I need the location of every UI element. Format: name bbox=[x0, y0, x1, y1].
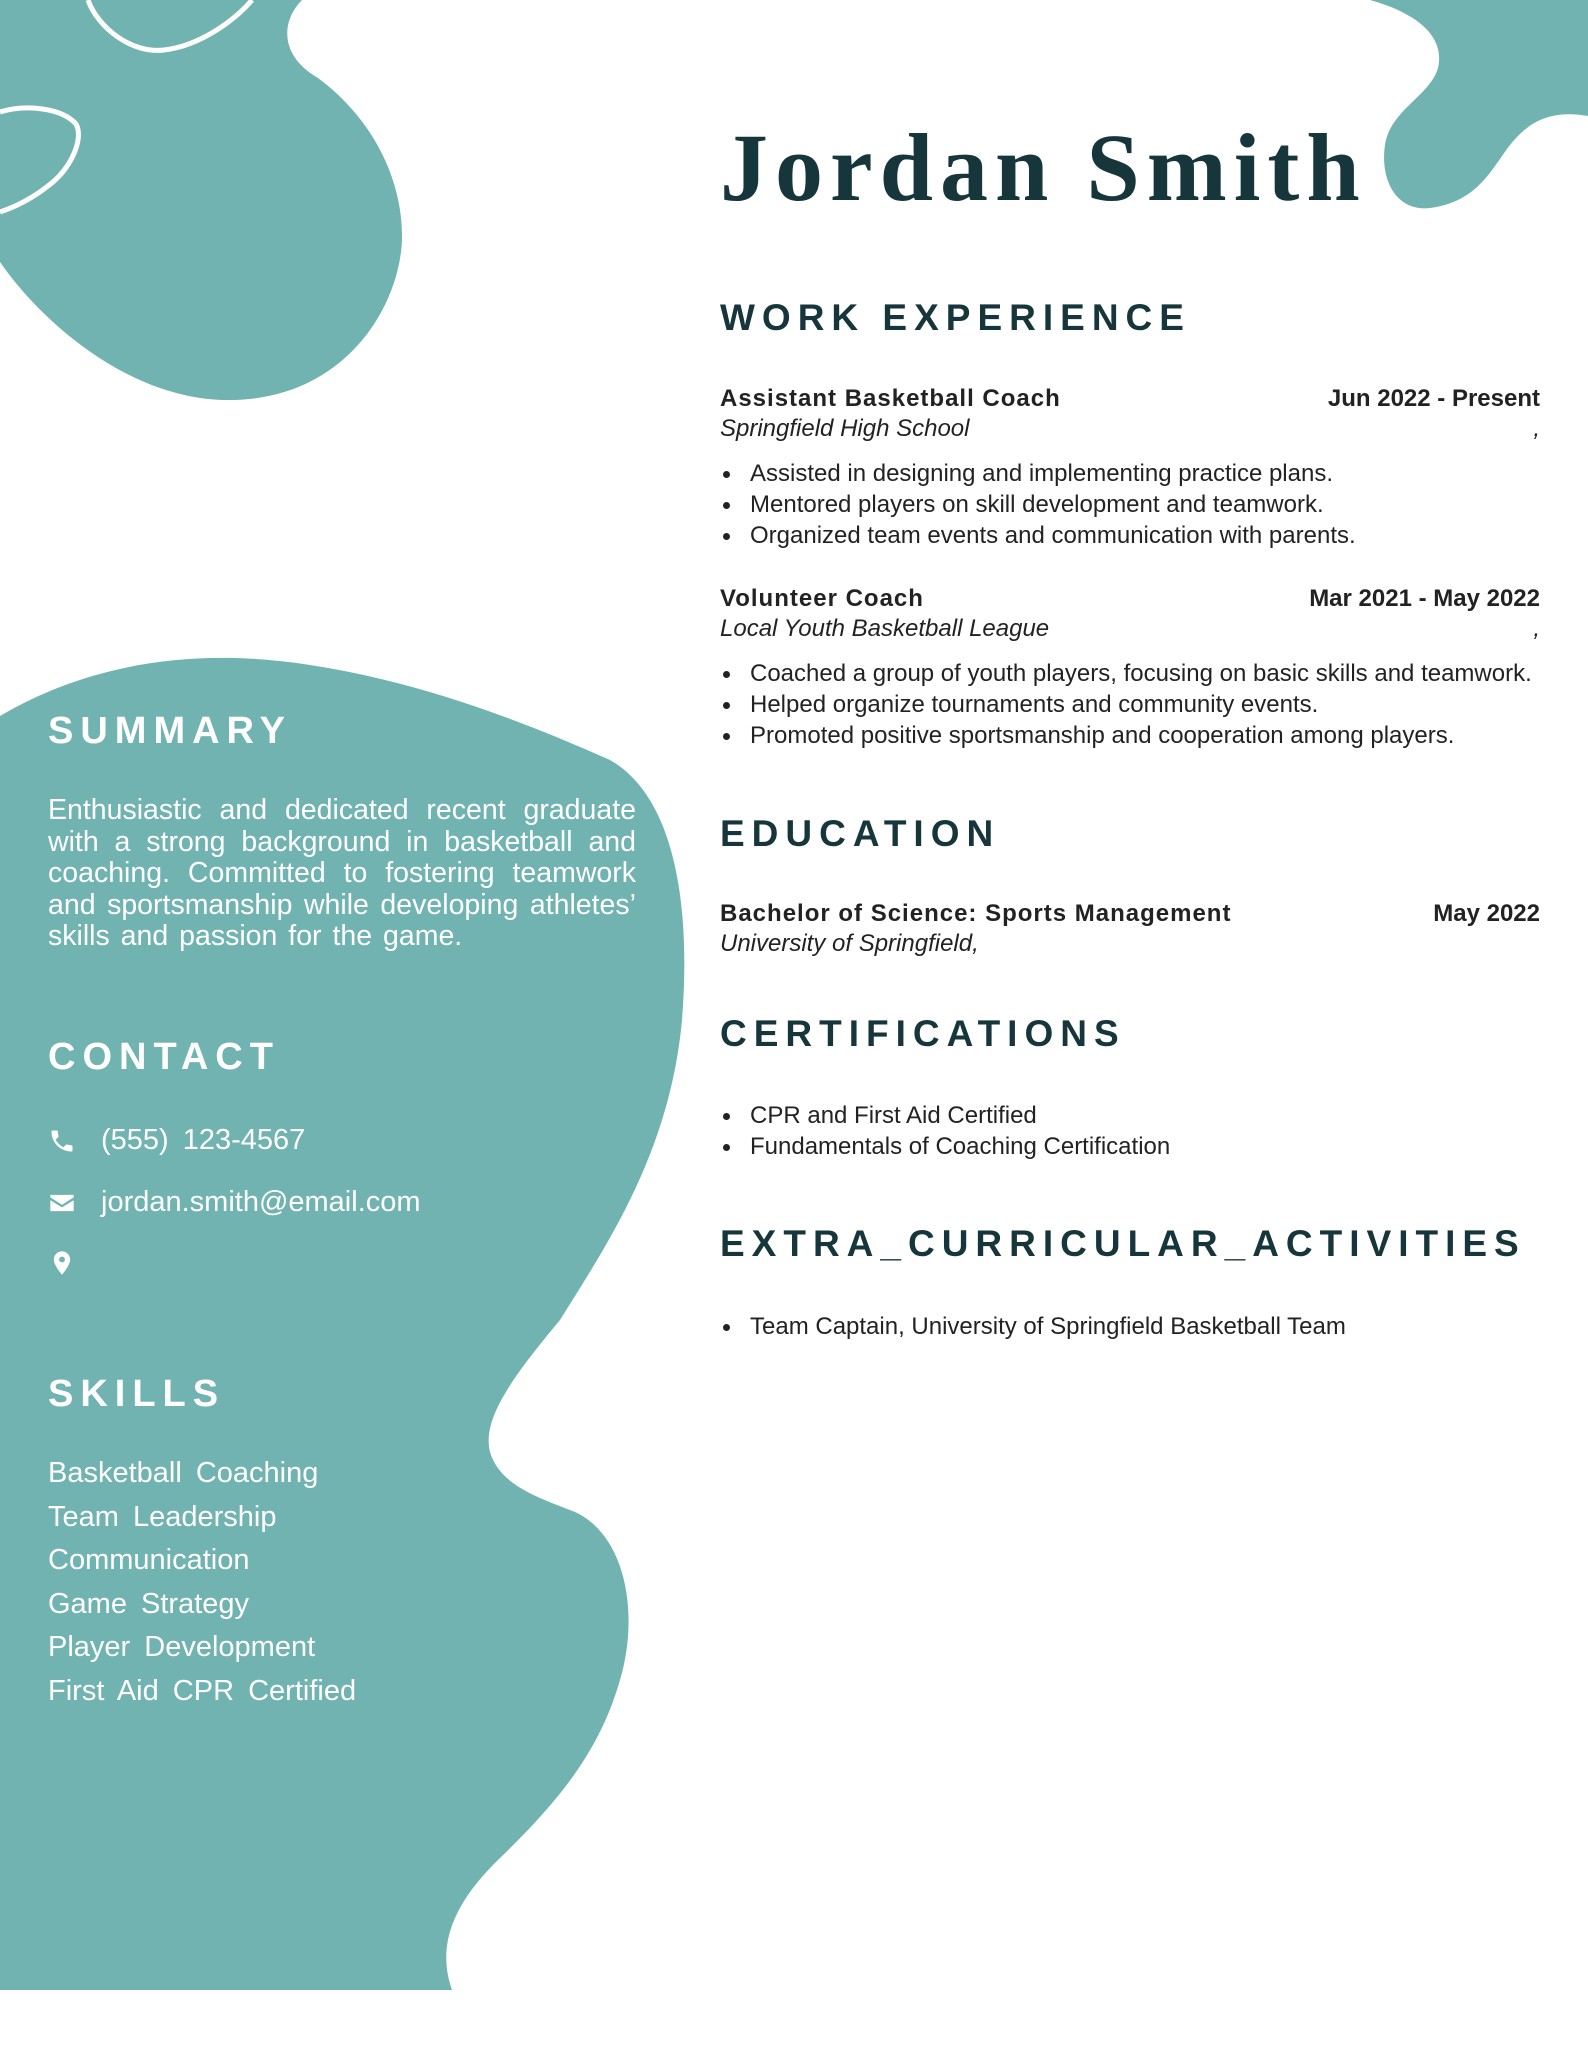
job-title: Volunteer Coach bbox=[720, 585, 924, 612]
top-left-blob bbox=[0, 0, 402, 400]
job-dates: Mar 2021 - May 2022 bbox=[1309, 585, 1540, 612]
job-bullet: Promoted positive sportsmanship and cooperation among players. bbox=[720, 720, 1560, 751]
summary-text: Enthusiastic and dedicated recent graduate with a strong background in basketball and coaching. Committed to fostering teamwork and sportsmanship while developing athletes’ skills and passion for the game. bbox=[48, 794, 636, 952]
skill-item: Communication bbox=[48, 1544, 250, 1576]
skills-list bbox=[48, 1452, 356, 1713]
extra-curricular-list bbox=[720, 1311, 1560, 1342]
certification-item: CPR and First Aid Certified bbox=[720, 1100, 1560, 1131]
summary-heading: SUMMARY bbox=[48, 710, 292, 752]
degree-title: Bachelor of Science: Sports Management bbox=[720, 900, 1232, 927]
envelope-icon bbox=[48, 1189, 76, 1217]
job-bullets bbox=[720, 458, 1560, 551]
skills-heading: SKILLS bbox=[48, 1373, 226, 1415]
job-bullet: Assisted in designing and implementing practice plans. bbox=[720, 458, 1560, 489]
phone-link[interactable]: (555) 123-4567 bbox=[101, 1124, 306, 1156]
job-title: Assistant Basketball Coach bbox=[720, 385, 1061, 412]
contact-email bbox=[48, 1186, 421, 1219]
skill-item: First Aid CPR Certified bbox=[48, 1674, 357, 1707]
candidate-name: Jordan Smith bbox=[720, 114, 1367, 221]
contact-heading: CONTACT bbox=[48, 1036, 280, 1078]
work-entry-header bbox=[720, 384, 1540, 444]
map-marker-icon bbox=[48, 1249, 76, 1277]
skill-item: Player Development bbox=[48, 1631, 316, 1663]
education-heading: EDUCATION bbox=[720, 813, 1001, 854]
contact-location bbox=[48, 1249, 101, 1277]
job-organization: Springfield High School bbox=[720, 415, 970, 442]
school-name: University of Springfield, bbox=[720, 930, 979, 957]
work-experience-heading: WORK EXPERIENCE bbox=[720, 297, 1191, 338]
job-location: , bbox=[1533, 415, 1540, 442]
education-entry bbox=[720, 899, 1540, 959]
job-bullet: Coached a group of youth players, focusing on basic skills and teamwork. bbox=[720, 658, 1560, 689]
job-location: , bbox=[1533, 615, 1540, 642]
skill-item: Team Leadership bbox=[48, 1500, 277, 1533]
skill-item: Basketball Coaching bbox=[48, 1457, 319, 1489]
job-bullet: Helped organize tournaments and community events. bbox=[720, 689, 1560, 720]
work-entry-header bbox=[720, 584, 1540, 644]
job-bullet: Mentored players on skill development and teamwork. bbox=[720, 489, 1560, 520]
activity-item: Team Captain, University of Springfield Basketball Team bbox=[720, 1311, 1560, 1342]
certification-item: Fundamentals of Coaching Certification bbox=[720, 1131, 1560, 1162]
job-organization: Local Youth Basketball League bbox=[720, 615, 1050, 642]
phone-icon bbox=[48, 1127, 76, 1155]
skill-item: Game Strategy bbox=[48, 1587, 250, 1620]
certifications-list bbox=[720, 1100, 1560, 1162]
top-right-blob bbox=[1370, 0, 1588, 208]
contact-phone bbox=[48, 1124, 305, 1157]
job-bullets bbox=[720, 658, 1560, 751]
email-link[interactable]: jordan.smith@email.com bbox=[101, 1186, 421, 1218]
graduation-date: May 2022 bbox=[1433, 900, 1540, 927]
job-bullet: Organized team events and communication with parents. bbox=[720, 520, 1560, 551]
extra-curricular-heading: EXTRA_CURRICULAR_ACTIVITIES bbox=[720, 1223, 1526, 1264]
job-dates: Jun 2022 - Present bbox=[1327, 385, 1540, 412]
certifications-heading: CERTIFICATIONS bbox=[720, 1013, 1126, 1054]
